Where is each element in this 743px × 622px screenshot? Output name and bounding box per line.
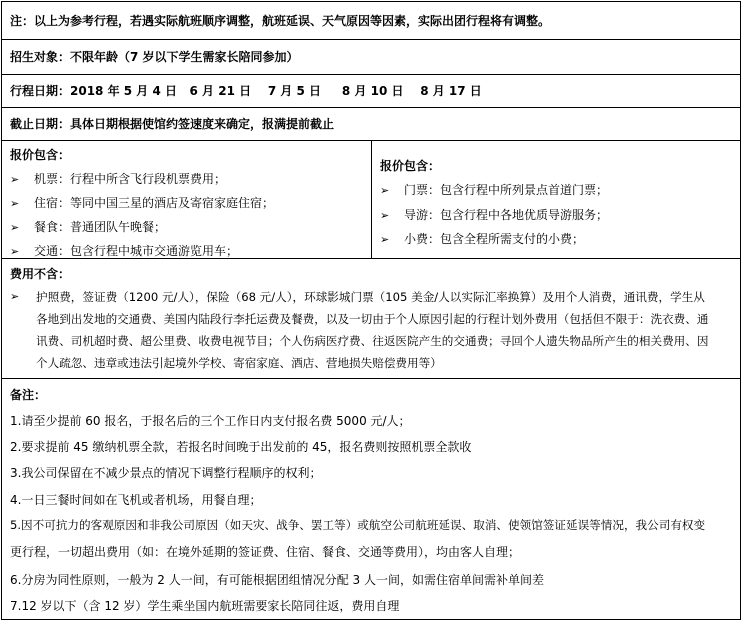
notes-title: 备注： [10, 388, 47, 402]
excluded-line: 讯费、司机超时费、超公里费、收费电视节目；个人伤病医疗费、往返医院产生的交通费；寻回个人遗失物品所产生的相关费用、因 [36, 334, 709, 348]
note-item: 6.分房为同性原则，一般为 2 人一间，有可能根据团组情况分配 3 人一间，如需住宿单间需补单间差 [10, 573, 544, 587]
included-right-item: ➢ 导游：包含行程中各地优质导游服务； [380, 208, 609, 222]
arrow-bullet-icon: ➢ [380, 233, 390, 246]
arrow-bullet-icon: ➢ [10, 197, 20, 210]
arrow-bullet-icon: ➢ [10, 173, 20, 186]
arrow-bullet-icon: ➢ [380, 184, 390, 197]
enrollment-row [2, 40, 740, 75]
dates-row [2, 75, 740, 108]
included-left-column [2, 141, 372, 258]
note-item: 2.要求提前 45 缴纳机票全款，若报名时间晚于出发前的 45，报名费则按照机票全款收 [10, 440, 472, 454]
excluded-line: 各地到出发地的交通费、美国内陆段行李托运费及餐费，以及一切由于个人原因引起的行程计划外费用（包括但不限于：洗衣费、通 [36, 312, 709, 326]
note-item: 更行程，一切超出费用（如：在境外延期的签证费、住宿、餐食、交通等费用），均由客人自理； [10, 545, 521, 559]
included-left-item: ➢ 交通：包含行程中城市交通游览用车； [10, 244, 239, 258]
arrow-bullet-icon: ➢ [10, 245, 20, 258]
arrow-bullet-icon: ➢ [10, 290, 20, 303]
included-left-item: ➢ 机票：行程中所含飞行段机票费用； [10, 172, 227, 186]
excluded-line: 护照费，签证费（1200 元/人），保险（68 元/人），环球影城门票（105 美金/人以实际汇率换算）及用个人消费，通讯费，学生从 [36, 290, 705, 304]
arrow-bullet-icon: ➢ [380, 209, 390, 222]
deadline-text: 截止日期：具体日期根据使馆约签速度来确定，报满提前截止 [10, 117, 335, 131]
included-right-title: 报价包含： [380, 159, 441, 173]
notice-row [2, 2, 740, 40]
included-right-item: ➢ 小费：包含全程所需支付的小费； [380, 232, 585, 246]
excluded-bullet [10, 289, 34, 303]
notice-text: 注：以上为参考行程，若遇实际航班顺序调整，航班延误、天气原因等因素，实际出团行程将有调整。 [10, 13, 551, 28]
notes-row [2, 379, 740, 621]
included-right-column [372, 141, 740, 258]
included-left-item: ➢ 住宿：等同中国三星的酒店及寄宿家庭住宿； [10, 196, 275, 210]
dates-text: 行程日期：2018 年 5 月 4 日 6 月 21 日 7 月 5 日 8 月 10 日 8 月 17 日 [10, 84, 482, 98]
included-left-title: 报价包含： [10, 148, 71, 162]
note-item: 5.因不可抗力的客观原因和非我公司原因（如天灾、战争、罢工等）或航空公司航班延误、取消、使领馆签证延误等情况，我公司有权变 [10, 518, 706, 532]
enrollment-text: 招生对象：不限年龄（7 岁以下学生需家长陪同参加） [10, 50, 299, 64]
arrow-bullet-icon: ➢ [10, 221, 20, 234]
excluded-row [2, 259, 740, 379]
itinerary-document [1, 1, 741, 620]
included-left-item: ➢ 餐食：普通团队午晚餐； [10, 220, 167, 234]
included-row [2, 141, 740, 259]
excluded-title: 费用不含： [10, 267, 71, 281]
excluded-line: 个人疏忽、违章或违法引起境外学校、寄宿家庭、酒店、营地损失赔偿费用等） [36, 356, 442, 370]
note-item: 4.一日三餐时间如在飞机或者机场，用餐自理； [10, 493, 262, 507]
deadline-row [2, 108, 740, 141]
note-item: 1.请至少提前 60 报名，于报名后的三个工作日内支付报名费 5000 元/人； [10, 414, 411, 428]
note-item: 3.我公司保留在不减少景点的情况下调整行程顺序的权利； [10, 466, 322, 480]
included-right-item: ➢ 门票：包含行程中所列景点首道门票； [380, 183, 609, 197]
note-item: 7.12 岁以下（含 12 岁）学生乘坐国内航班需要家长陪同往返，费用自理 [10, 599, 400, 613]
